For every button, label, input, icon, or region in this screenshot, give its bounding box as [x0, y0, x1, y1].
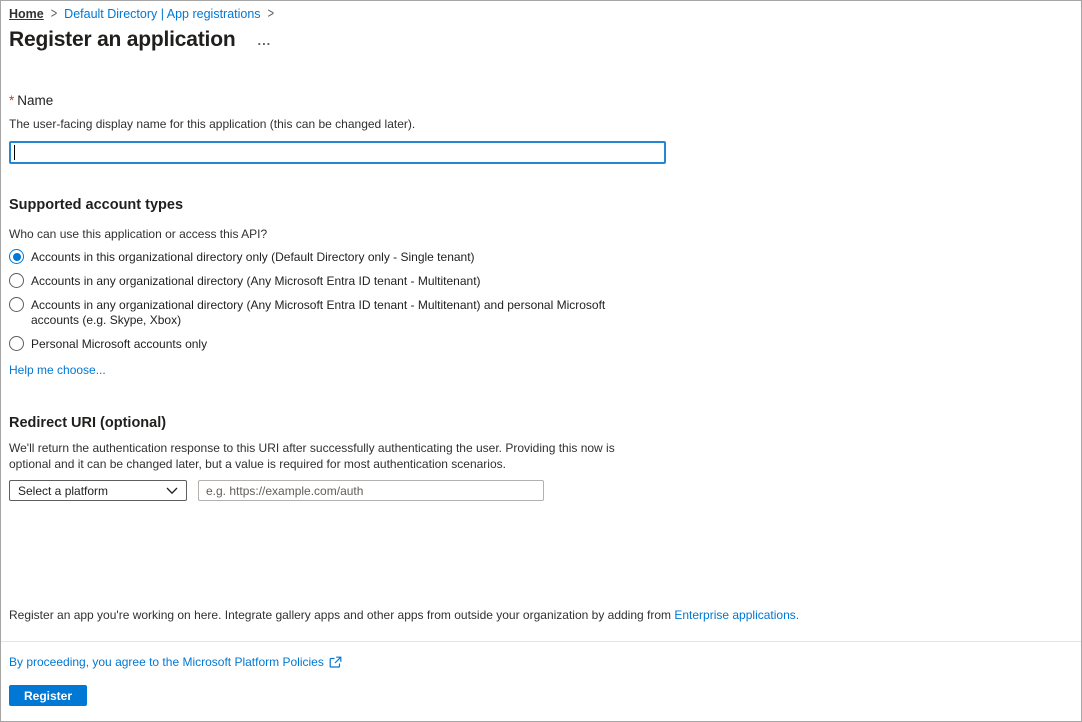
breadcrumb-separator-icon: >	[50, 6, 58, 22]
more-options-icon[interactable]: ...	[257, 33, 272, 48]
breadcrumb	[9, 7, 274, 21]
redirect-uri-description: We'll return the authentication response to this URI after successfully authenticating the user. Providing this now is optional and it can be changed later, but a value is required for most authentication scenarios.	[9, 441, 615, 471]
text-caret	[14, 145, 15, 160]
breadcrumb-app-registrations-link[interactable]: Default Directory | App registrations	[64, 7, 261, 21]
platform-select-dropdown[interactable]	[9, 480, 187, 501]
radio-option-label: Accounts in this organizational directory only (Default Directory only - Single tenant)	[31, 250, 475, 264]
platform-select-value: Select a platform	[18, 483, 109, 498]
radio-option-label: Accounts in any organizational directory (Any Microsoft Entra ID tenant - Multitenant) and personal Microsoft accounts (e.g. Skype, Xbox)	[31, 298, 606, 327]
radio-option-single-tenant[interactable]	[9, 249, 657, 265]
external-link-icon	[329, 656, 342, 669]
breadcrumb-home-link[interactable]: Home	[9, 7, 44, 21]
footer-divider	[1, 641, 1081, 642]
radio-button[interactable]	[9, 336, 24, 351]
radio-button[interactable]	[9, 273, 24, 288]
radio-option-multitenant-personal[interactable]	[9, 297, 657, 328]
title-row	[9, 28, 271, 52]
radio-button-selected[interactable]	[9, 249, 24, 264]
name-label-text: Name	[17, 93, 54, 108]
name-input-wrap	[9, 141, 666, 164]
radio-option-label: Personal Microsoft accounts only	[31, 337, 208, 351]
info-line	[9, 608, 799, 622]
page-title: Register an application	[9, 28, 236, 51]
account-types-radio-group	[9, 249, 657, 360]
enterprise-applications-link[interactable]: Enterprise applications	[674, 608, 796, 622]
account-types-question: Who can use this application or access this API?	[9, 227, 268, 241]
breadcrumb-separator-icon: >	[267, 6, 274, 22]
chevron-down-icon	[166, 487, 178, 495]
required-asterisk: *	[9, 93, 15, 108]
radio-option-label: Accounts in any organizational directory (Any Microsoft Entra ID tenant - Multitenant)	[31, 274, 481, 288]
info-text: Register an app you're working on here. Integrate gallery apps and other apps from outside your organization by adding from	[9, 608, 675, 622]
redirect-uri-input[interactable]	[198, 480, 544, 501]
name-field-label	[9, 93, 53, 108]
info-text-period: .	[795, 608, 800, 622]
name-input[interactable]	[9, 141, 666, 164]
register-button[interactable]: Register	[9, 685, 87, 706]
platform-policies-link[interactable]	[9, 655, 342, 669]
radio-option-multitenant[interactable]	[9, 273, 657, 289]
redirect-uri-controls	[9, 480, 544, 501]
help-me-choose-link[interactable]: Help me choose...	[9, 363, 106, 377]
platform-policies-link-text: By proceeding, you agree to the Microsoft Platform Policies	[9, 655, 324, 669]
redirect-uri-heading: Redirect URI (optional)	[9, 415, 167, 431]
radio-option-personal-only[interactable]	[9, 336, 657, 352]
radio-button[interactable]	[9, 297, 24, 312]
account-types-heading: Supported account types	[9, 197, 184, 213]
name-field-description: The user-facing display name for this application (this can be changed later).	[9, 117, 416, 131]
